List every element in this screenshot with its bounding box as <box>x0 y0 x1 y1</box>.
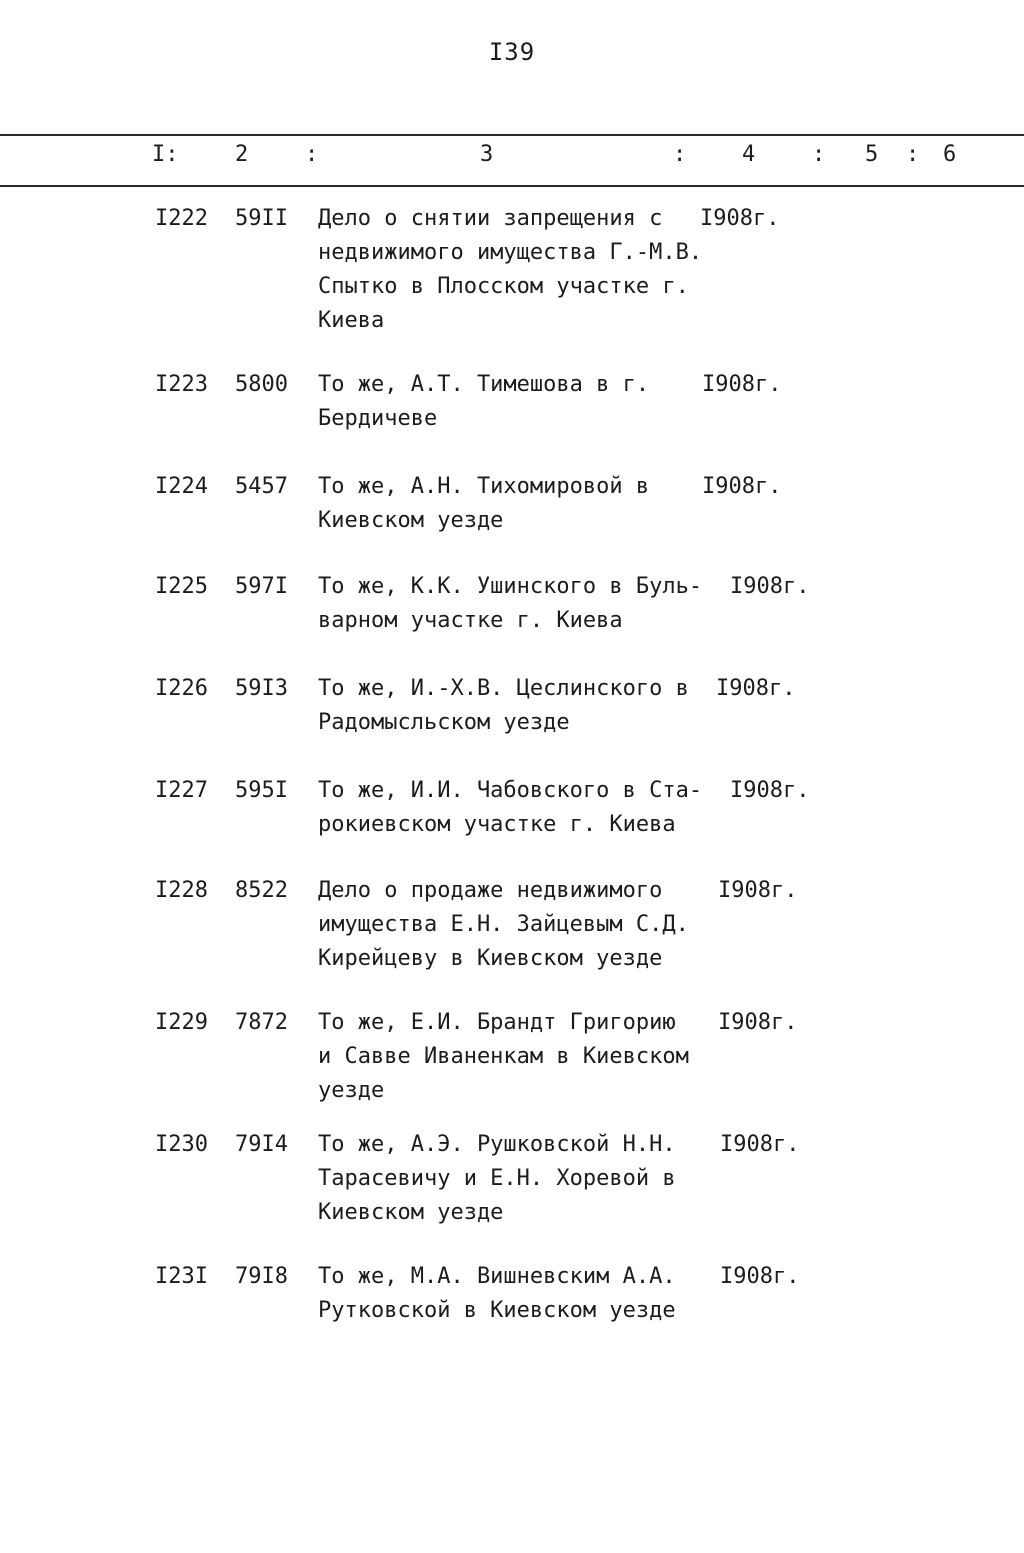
description-line: Тарасевичу и Е.Н. Хоревой в <box>318 1166 676 1191</box>
entry-description <box>318 672 718 740</box>
entry-year: I908г. <box>702 474 782 499</box>
entry-code: 79I8 <box>235 1264 288 1289</box>
list-item <box>0 774 1024 874</box>
entry-number: I226 <box>155 676 208 701</box>
list-item <box>0 368 1024 470</box>
entry-code: 79I4 <box>235 1132 288 1157</box>
description-line: То же, М.А. Вишневским А.А. <box>318 1264 676 1289</box>
description-line: Кирейцеву в Киевском уезде <box>318 946 663 971</box>
entry-number: I224 <box>155 474 208 499</box>
list-item <box>0 1006 1024 1128</box>
column-header-6: 6 <box>943 142 957 167</box>
header-top-rule <box>0 134 1024 136</box>
column-header-3: 3 <box>480 142 494 167</box>
entry-list <box>0 202 1024 1340</box>
list-item <box>0 1128 1024 1260</box>
entry-year: I908г. <box>700 206 780 231</box>
description-line: То же, А.Н. Тихомировой в <box>318 474 650 499</box>
entry-description <box>318 774 718 842</box>
entry-number: I223 <box>155 372 208 397</box>
description-line: Рутковской в Киевском уезде <box>318 1298 676 1323</box>
description-line: То же, И.-Х.В. Цеслинского в <box>318 676 689 701</box>
description-line: Спытко в Плосском участке г. <box>318 274 689 299</box>
column-header-2: 2 <box>235 142 249 167</box>
page-number: I39 <box>488 38 536 66</box>
entry-number: I222 <box>155 206 208 231</box>
description-line: и Савве Иваненкам в Киевском <box>318 1044 689 1069</box>
column-header-5: 5 <box>865 142 879 167</box>
entry-year: I908г. <box>730 778 810 803</box>
entry-year: I908г. <box>702 372 782 397</box>
entry-description <box>318 470 718 538</box>
list-item <box>0 874 1024 1006</box>
list-item <box>0 470 1024 570</box>
entry-description <box>318 368 718 436</box>
description-line: То же, А.Т. Тимешова в г. <box>318 372 650 397</box>
column-header-1: I: <box>152 142 179 167</box>
entry-description <box>318 570 718 638</box>
list-item <box>0 202 1024 368</box>
entry-description <box>318 1006 718 1108</box>
column-separator: : <box>305 142 319 167</box>
entry-code: 59II <box>235 206 288 231</box>
list-item <box>0 570 1024 672</box>
entry-number: I230 <box>155 1132 208 1157</box>
entry-description <box>318 1128 718 1230</box>
entry-number: I227 <box>155 778 208 803</box>
description-line: Бердичеве <box>318 406 438 431</box>
description-line: Киевском уезде <box>318 1200 504 1225</box>
description-line: уезде <box>318 1078 385 1103</box>
entry-code: 59I3 <box>235 676 288 701</box>
description-line: Дело о снятии запрещения с <box>318 206 663 231</box>
entry-year: I908г. <box>718 1010 798 1035</box>
entry-number: I229 <box>155 1010 208 1035</box>
description-line: варном участке г. Киева <box>318 608 623 633</box>
entry-number: I23I <box>155 1264 208 1289</box>
entry-description <box>318 874 718 976</box>
entry-code: 8522 <box>235 878 288 903</box>
description-line: недвижимого имущества Г.-М.В. <box>318 240 703 265</box>
entry-code: 5457 <box>235 474 288 499</box>
column-separator: : <box>906 142 920 167</box>
column-separator: : <box>673 142 687 167</box>
entry-year: I908г. <box>720 1132 800 1157</box>
entry-year: I908г. <box>720 1264 800 1289</box>
entry-year: I908г. <box>716 676 796 701</box>
entry-year: I908г. <box>718 878 798 903</box>
description-line: имущества Е.Н. Зайцевым С.Д. <box>318 912 689 937</box>
entry-code: 595I <box>235 778 288 803</box>
entry-code: 7872 <box>235 1010 288 1035</box>
entry-number: I225 <box>155 574 208 599</box>
column-header-row <box>0 140 1024 180</box>
description-line: рокиевском участке г. Киева <box>318 812 676 837</box>
description-line: Киева <box>318 308 385 333</box>
column-separator: : <box>812 142 826 167</box>
header-bottom-rule <box>0 185 1024 187</box>
entry-code: 597I <box>235 574 288 599</box>
column-header-4: 4 <box>742 142 756 167</box>
entry-description <box>318 202 718 338</box>
entry-number: I228 <box>155 878 208 903</box>
entry-code: 5800 <box>235 372 288 397</box>
entry-description <box>318 1260 718 1328</box>
description-line: То же, Е.И. Брандт Григорию <box>318 1010 676 1035</box>
description-line: То же, К.К. Ушинского в Буль- <box>318 574 703 599</box>
description-line: То же, А.Э. Рушковской Н.Н. <box>318 1132 676 1157</box>
description-line: То же, И.И. Чабовского в Ста- <box>318 778 703 803</box>
description-line: Киевском уезде <box>318 508 504 533</box>
list-item <box>0 1260 1024 1340</box>
entry-year: I908г. <box>730 574 810 599</box>
description-line: Дело о продаже недвижимого <box>318 878 663 903</box>
description-line: Радомысльском уезде <box>318 710 570 735</box>
list-item <box>0 672 1024 774</box>
